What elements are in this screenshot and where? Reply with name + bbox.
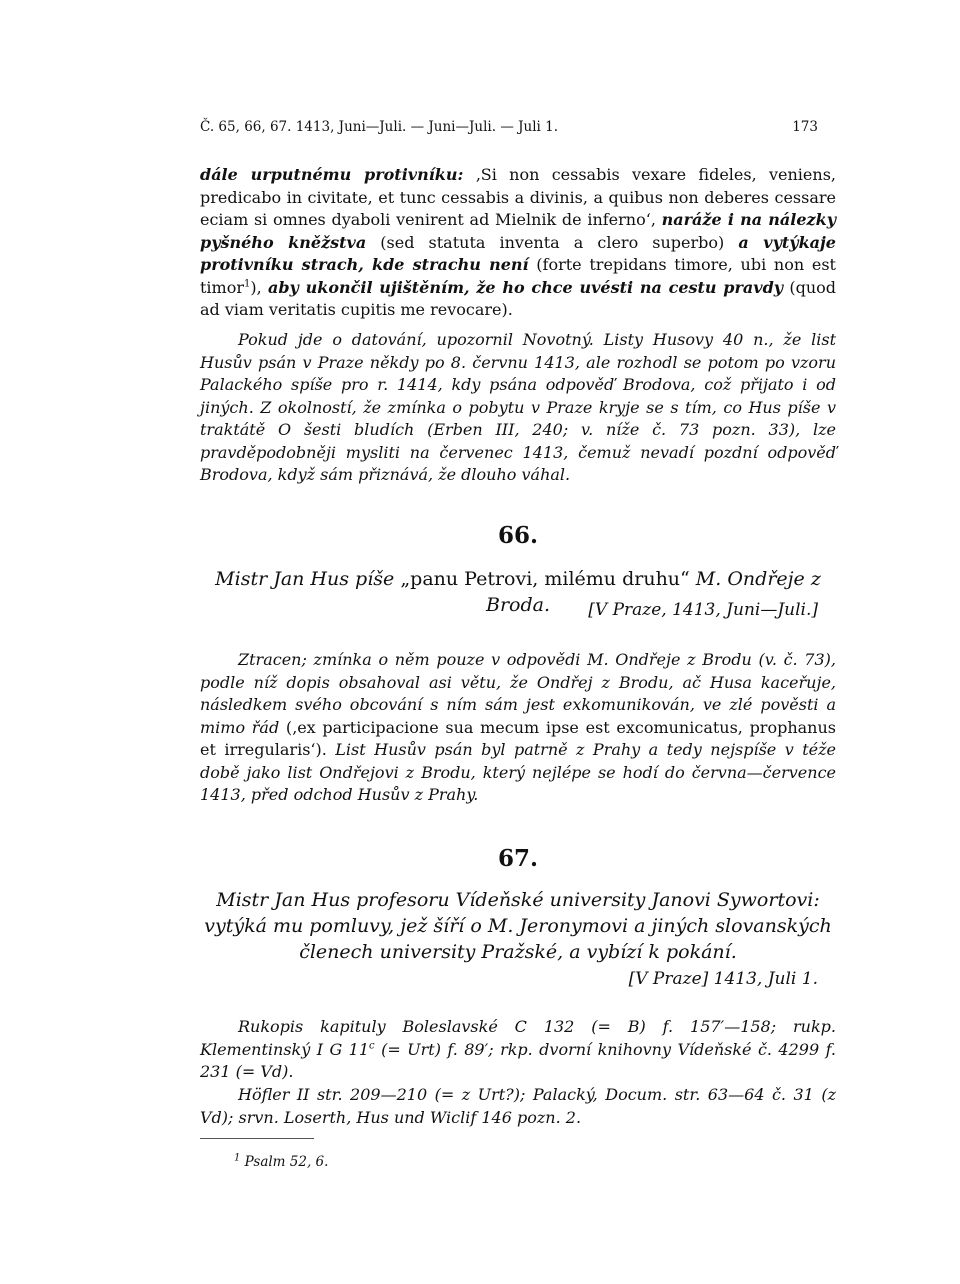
dateline-67: [V Praze] 1413, Juli 1.	[628, 969, 818, 989]
manuscripts-part-1: Rukopis kapituly Boleslavské C 132 (= B) f. 157′—158; rukp. Klementinský I G 11	[200, 1017, 836, 1059]
dateline-66: [V Praze, 1413, Juni—Juli.]	[588, 600, 818, 620]
manuscripts-part-2: (= Urt) f. 89′; rkp. dvorní knihovny Vídeňské č. 4299 f. 231 (= Vd).	[200, 1039, 836, 1081]
footnote-ref: 1	[244, 278, 251, 290]
document-number-67: 67.	[497, 845, 538, 872]
title-66-part-2: M. Ondřeje z Broda.	[485, 568, 821, 616]
title-66-addressee: „panu Petrovi, milému druhu“	[400, 568, 690, 590]
latin-quote-3: (forte trepidans timore, ubi non est timor	[200, 255, 836, 297]
document-title-67: Mistr Jan Hus profesoru Vídeňské university Janovi Sywortovi: vytýká mu pomluvy, jež šíří o M. Jeronymovi a jiných slovanských členech university Pražské, a vybízí k pokání.	[204, 889, 832, 963]
summary-text-1: dále urputnému protivníku:	[200, 165, 464, 184]
summary-text-4: aby ukončil ujištěním, že ho chce uvésti na cestu pravdy	[267, 277, 784, 297]
note-66-latin: (‚ex participacione sua mecum ipse est excomunicatus, prophanus et irregularis‘).	[200, 717, 836, 759]
paragraph-manuscripts	[200, 1016, 836, 1084]
paragraph-letter-summary	[200, 164, 836, 322]
page-number: 173	[792, 119, 818, 135]
latin-quote-2: (sed statuta inventa a clero superbo)	[366, 232, 739, 252]
summary-text-3: a vytýkaje protivníku strach, kde strachu není	[200, 232, 836, 274]
footnote-text: Psalm 52, 6.	[240, 1154, 329, 1170]
latin-quote-4: (quod ad viam veritatis cupitis me revocare).	[200, 277, 837, 319]
title-66-part-1: Mistr Jan Hus píše	[215, 568, 401, 590]
document-number-66: 66.	[497, 522, 538, 549]
note-66-part-1: Ztracen; zmínka o něm pouze v odpovědi M. Ondřeje z Brodu (v. č. 73), podle níž dopis obsahoval asi větu, že Ondřej z Brodu, ač Husa kaceřuje, následkem svého obcování s ním sám jest exkomunikován, ve zlé pověsti a mimo řád	[200, 650, 836, 737]
latin-quote-1: ‚Si non cessabis vexare fideles, veniens, predicabo in civitate, et tunc cessabis a divinis, a quibus non deberes cessare eciam si omnes dyaboli venirent ad Mielnik de inferno‘,	[200, 165, 836, 229]
footnote-mark: 1	[234, 1152, 241, 1164]
latin-quote-3-close: ),	[250, 277, 268, 297]
paragraph-editions: Höfler II str. 209—210 (= z Urt?); Palacký, Docum. str. 63—64 č. 31 (z Vd); srvn. Loserth, Hus und Wiclif 146 pozn. 2.	[200, 1085, 836, 1127]
paragraph-dating: Pokud jde o datování, upozornil Novotný. Listy Husovy 40 n., že list Husův psán v Praze někdy po 8. červnu 1413, ale rozhodl se potom po vzoru Palackého spíše pro r. 1414, kdy psána odpověď Brodova, což přijato i od jiných. Z okolností, že zmínka o pobytu v Praze kryje se s tím, co Hus píše v traktátě O šesti bludích (Erben III, 240; v. níže č. 73 pozn. 33), lze pravděpodobněji mysliti na červenec 1413, čemuž nevadí pozdní odpověď Brodova, když sám přiznává, že dlouho váhal.	[200, 330, 836, 484]
summary-text-2: naráže i na nálezky pyšného kněžstva	[200, 210, 837, 252]
footnote	[234, 1154, 328, 1170]
note-66-part-2: List Husův psán byl patrně z Prahy a tedy nejspíše v téže době jako list Ondřejovi z Brodu, který nejlépe se hodí do června—července 1413, před odchod Husův z Prahy.	[200, 740, 837, 804]
header-section-range: Č. 65, 66, 67. 1413, Juni—Juli. — Juni—Juli. — Juli 1.	[200, 119, 559, 135]
manuscripts-superscript: c	[369, 1040, 375, 1052]
footnote-rule	[200, 1138, 314, 1139]
paragraph-note-66	[200, 649, 836, 807]
running-head	[200, 119, 818, 135]
